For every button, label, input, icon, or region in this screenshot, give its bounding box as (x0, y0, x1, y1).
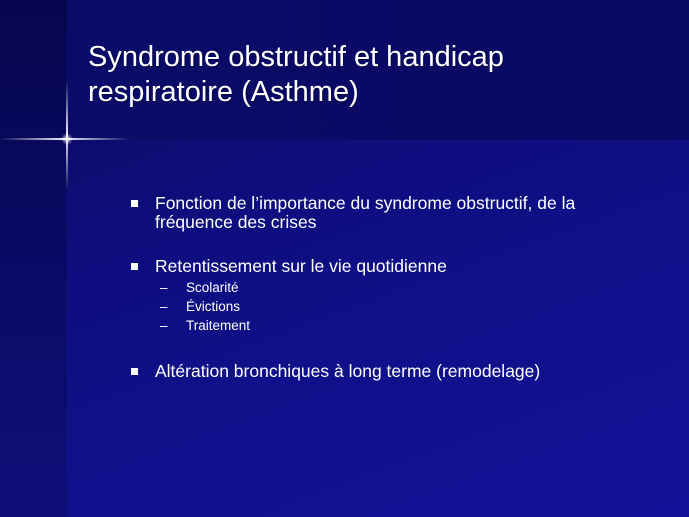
bullet-item (130, 257, 670, 335)
dash-marker: – (160, 280, 168, 295)
bullet-item (130, 362, 670, 381)
sub-item-text: Évictions (186, 299, 241, 314)
bullet-text: Fonction de l’importance du syndrome obstructif, de la (155, 193, 576, 213)
bullet-text: fréquence des crises (155, 212, 317, 232)
square-bullet-icon (131, 368, 138, 375)
bullet-text: Retentissement sur le vie quotidienne (155, 256, 447, 276)
sub-item-text: Scolarité (186, 280, 239, 295)
square-bullet-icon (131, 200, 138, 207)
slide-title (88, 40, 668, 110)
bullet-text: Altération bronchiques à long terme (remodelage) (155, 361, 541, 381)
sub-item-text: Traitement (186, 318, 251, 333)
bullet-item (130, 194, 670, 232)
dash-marker: – (160, 299, 168, 314)
square-bullet-icon (131, 263, 138, 270)
sub-list (160, 278, 670, 335)
title-line: respiratoire (Asthme) (88, 76, 359, 108)
dash-marker: – (160, 318, 168, 333)
sub-item (160, 316, 670, 335)
bullet-list (130, 194, 670, 381)
title-line: Syndrome obstructif et handicap (88, 41, 504, 73)
sub-item (160, 278, 670, 297)
sub-item (160, 297, 670, 316)
